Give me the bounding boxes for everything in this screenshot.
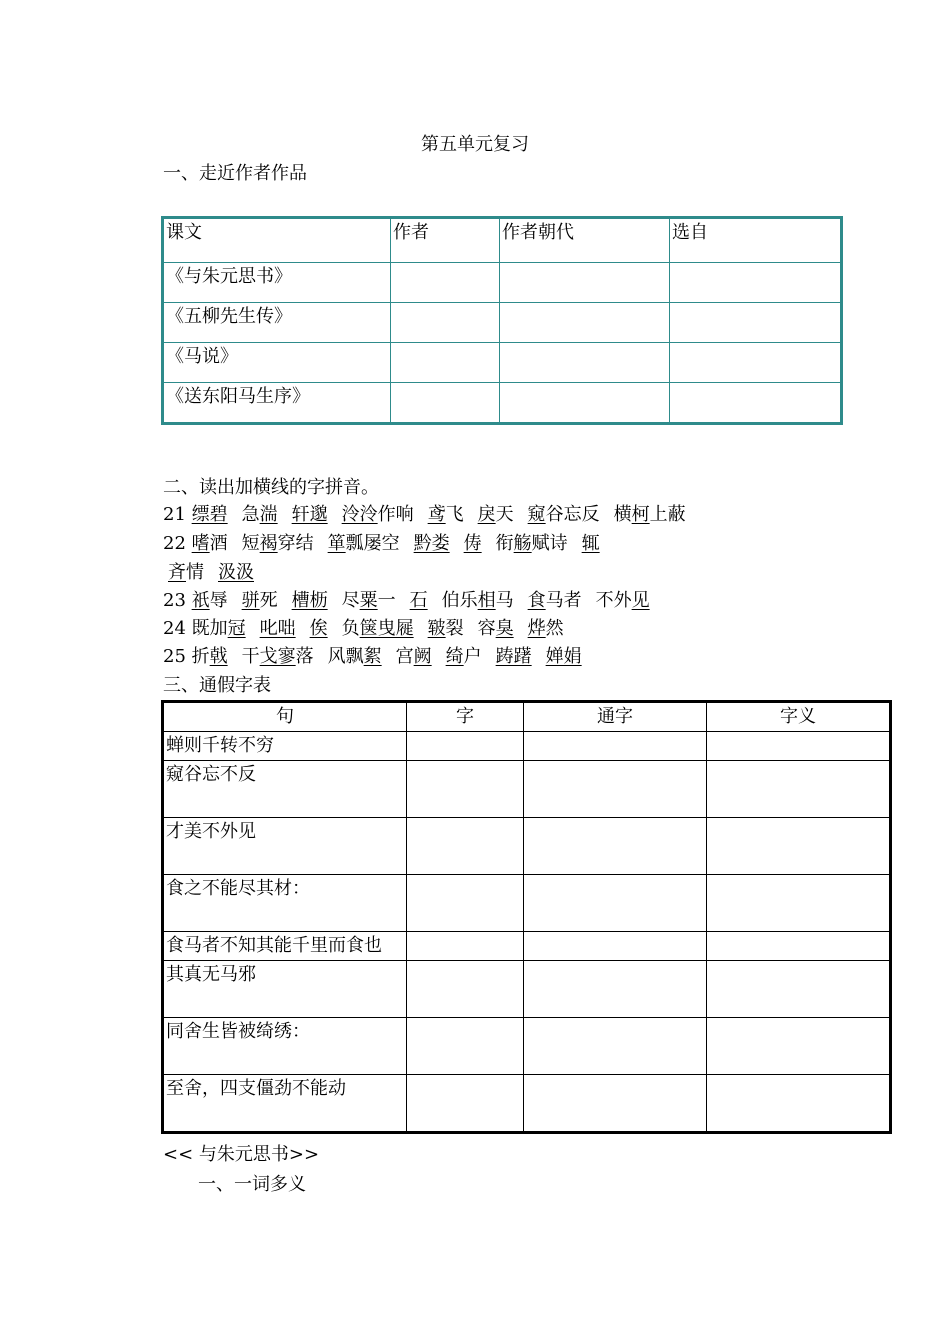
underlined-char: 绮: [445, 646, 464, 667]
table-row: [163, 761, 891, 818]
word-item: [496, 645, 532, 669]
blank-cell[interactable]: [500, 383, 670, 424]
word-item: 尽粟一: [341, 590, 396, 611]
table-row: [163, 1018, 891, 1075]
underlined-char: 石: [409, 590, 428, 611]
word-item: [582, 532, 600, 556]
pinyin-line: [163, 503, 700, 527]
table-row: [163, 1075, 891, 1133]
sentence-cell: 食之不能尽其材：: [163, 875, 407, 932]
pinyin-line: [163, 532, 614, 556]
word-item: 容臭: [477, 618, 514, 639]
sentence-cell: 同舍生皆被绮绣：: [163, 1018, 407, 1075]
blank-cell[interactable]: [524, 732, 707, 761]
blank-cell[interactable]: [707, 1075, 891, 1133]
table-header-row: [163, 218, 842, 263]
blank-cell[interactable]: [670, 343, 842, 383]
word-item: [218, 561, 254, 585]
word-item: 斉情: [168, 562, 204, 583]
section2-heading: 二、读出加横线的字拼音。: [163, 477, 379, 498]
blank-cell[interactable]: [500, 343, 670, 383]
word-item: 鸢飞: [427, 504, 464, 525]
header-cell: 句: [163, 702, 407, 732]
blank-cell[interactable]: [391, 263, 500, 303]
table-row: [163, 343, 842, 383]
pinyin-line: [163, 589, 664, 613]
underlined-char: 见: [631, 590, 650, 611]
underlined-char: 踌躇: [495, 646, 532, 667]
blank-cell[interactable]: [707, 818, 891, 875]
table-row: [163, 961, 891, 1018]
blank-cell[interactable]: [391, 343, 500, 383]
word-item: 干戈寥落: [241, 646, 314, 667]
underlined-char: 缥碧: [191, 504, 228, 525]
word-item: 宫阙: [395, 646, 432, 667]
blank-cell[interactable]: [707, 961, 891, 1018]
blank-cell[interactable]: [707, 732, 891, 761]
word-item: 21 缥碧: [163, 504, 228, 525]
underlined-char: 戾: [477, 504, 496, 525]
word-item: 泠泠作响: [341, 504, 414, 525]
blank-cell[interactable]: [670, 383, 842, 424]
table-row: [163, 732, 891, 761]
book-title: << 与朱元思书>>: [163, 1144, 320, 1165]
underlined-char: 臭: [495, 618, 514, 639]
blank-cell[interactable]: [391, 303, 500, 343]
underlined-char: 祇: [191, 590, 210, 611]
underlined-char: 辄: [581, 533, 600, 554]
table-header-row: [163, 702, 891, 732]
blank-cell[interactable]: [407, 732, 524, 761]
underlined-char: 鸢: [427, 504, 446, 525]
underlined-char: 箪: [327, 533, 346, 554]
underlined-char: 戈寥: [259, 646, 296, 667]
text-cell: 《与朱元思书》: [163, 263, 391, 303]
word-item: 24 既加冠: [163, 618, 246, 639]
blank-cell[interactable]: [524, 1075, 707, 1133]
author-works-table: [161, 216, 843, 425]
word-item: 风飘絮: [327, 646, 382, 667]
table-row: [163, 932, 891, 961]
underlined-char: 烨: [527, 618, 546, 639]
table-row: [163, 875, 891, 932]
underlined-char: 俦: [463, 533, 482, 554]
blank-cell[interactable]: [670, 263, 842, 303]
header-cell: 通字: [524, 702, 707, 732]
blank-cell[interactable]: [707, 1018, 891, 1075]
underlined-char: 槽枥: [291, 590, 328, 611]
word-item: 23 祇辱: [163, 590, 228, 611]
underlined-char: 泠泠: [341, 504, 378, 525]
underlined-char: 汲汲: [218, 562, 254, 583]
word-item: [546, 645, 582, 669]
blank-cell[interactable]: [707, 875, 891, 932]
header-cell: 课文: [163, 218, 391, 263]
blank-cell[interactable]: [707, 761, 891, 818]
underlined-char: 窥: [527, 504, 546, 525]
word-item: 急湍: [241, 504, 278, 525]
word-item: [464, 532, 482, 556]
underlined-char: 阙: [413, 646, 432, 667]
word-item: 横柯上蔽: [613, 504, 686, 525]
word-item: 25 折戟: [163, 646, 228, 667]
section3-heading: 三、通假字表: [163, 675, 271, 696]
sentence-cell: 至舍，四支僵劲不能动: [163, 1075, 407, 1133]
blank-cell[interactable]: [407, 818, 524, 875]
header-cell: 作者朝代: [500, 218, 670, 263]
blank-cell[interactable]: [407, 961, 524, 1018]
underlined-char: 粟: [359, 590, 378, 611]
word-item: 负箧曳屣: [341, 618, 414, 639]
underlined-char: 食: [527, 590, 546, 611]
tongjia-table: [161, 700, 892, 1134]
underlined-char: 轩邈: [291, 504, 328, 525]
underlined-char: 骈: [241, 590, 260, 611]
word-item: 窥谷忘反: [527, 504, 600, 525]
sentence-cell: 食马者不知其能千里而食也: [163, 932, 407, 961]
underlined-char: 絮: [363, 646, 382, 667]
header-cell: 字: [407, 702, 524, 732]
blank-cell[interactable]: [524, 932, 707, 961]
sentence-cell: 窥谷忘不反: [163, 761, 407, 818]
blank-cell[interactable]: [524, 961, 707, 1018]
word-item: 食马者: [527, 590, 582, 611]
underlined-char: 皲: [427, 618, 446, 639]
blank-cell[interactable]: [524, 761, 707, 818]
subsection-heading: 一、一词多义: [198, 1174, 306, 1195]
section1-heading: 一、走近作者作品: [163, 163, 307, 184]
blank-cell[interactable]: [500, 263, 670, 303]
header-cell: 作者: [391, 218, 500, 263]
underlined-char: 戟: [209, 646, 228, 667]
word-item: [292, 589, 328, 613]
blank-cell[interactable]: [707, 932, 891, 961]
word-item: 伯乐相马: [441, 590, 514, 611]
pinyin-line: [168, 561, 268, 585]
table-row: [163, 818, 891, 875]
table-row: [163, 303, 842, 343]
text-cell: 《五柳先生传》: [163, 303, 391, 343]
blank-cell[interactable]: [524, 875, 707, 932]
table-row: [163, 383, 842, 424]
underlined-char: 湍: [259, 504, 278, 525]
blank-cell[interactable]: [524, 818, 707, 875]
blank-cell[interactable]: [407, 1075, 524, 1133]
sentence-cell: 蝉则千转不穷: [163, 732, 407, 761]
underlined-char: 柯: [631, 504, 650, 525]
sentence-cell: 才美不外见: [163, 818, 407, 875]
blank-cell[interactable]: [391, 383, 500, 424]
underlined-char: 冠: [227, 618, 246, 639]
word-item: [292, 503, 328, 527]
underlined-char: 觞: [513, 533, 532, 554]
pinyin-line: [163, 617, 578, 641]
word-item: 皲裂: [427, 618, 464, 639]
underlined-char: 箧曳屣: [359, 618, 414, 639]
header-cell: 字义: [707, 702, 891, 732]
blank-cell[interactable]: [407, 761, 524, 818]
underlined-char: 嗜: [191, 533, 210, 554]
word-item: 短褐穿结: [241, 533, 314, 554]
underlined-char: 斉: [168, 562, 186, 583]
sentence-cell: 其真无马邪: [163, 961, 407, 1018]
word-item: 22 嗜酒: [163, 533, 228, 554]
underlined-char: 黔娄: [413, 533, 450, 554]
word-item: 衔觞赋诗: [495, 533, 568, 554]
word-item: 戾天: [477, 504, 514, 525]
page-title: 第五单元复习: [421, 134, 529, 155]
underlined-char: 相: [477, 590, 496, 611]
word-item: [410, 589, 428, 613]
word-item: 箪瓢屡空: [327, 533, 400, 554]
word-item: 绮户: [445, 646, 482, 667]
pinyin-line: [163, 645, 596, 669]
blank-cell[interactable]: [524, 1018, 707, 1075]
word-item: 不外见: [595, 590, 650, 611]
underlined-char: 褐: [259, 533, 278, 554]
blank-cell[interactable]: [500, 303, 670, 343]
word-item: [414, 532, 450, 556]
word-item: 烨然: [527, 618, 564, 639]
word-item: [310, 617, 328, 641]
header-cell: 选自: [670, 218, 842, 263]
text-cell: 《马说》: [163, 343, 391, 383]
underlined-char: 叱咄: [259, 618, 296, 639]
text-cell: 《送东阳马生序》: [163, 383, 391, 424]
blank-cell[interactable]: [407, 875, 524, 932]
table-row: [163, 263, 842, 303]
blank-cell[interactable]: [670, 303, 842, 343]
word-item: 骈死: [241, 590, 278, 611]
word-item: [260, 617, 296, 641]
underlined-char: 俟: [309, 618, 328, 639]
blank-cell[interactable]: [407, 932, 524, 961]
underlined-char: 婵娟: [545, 646, 582, 667]
blank-cell[interactable]: [407, 1018, 524, 1075]
